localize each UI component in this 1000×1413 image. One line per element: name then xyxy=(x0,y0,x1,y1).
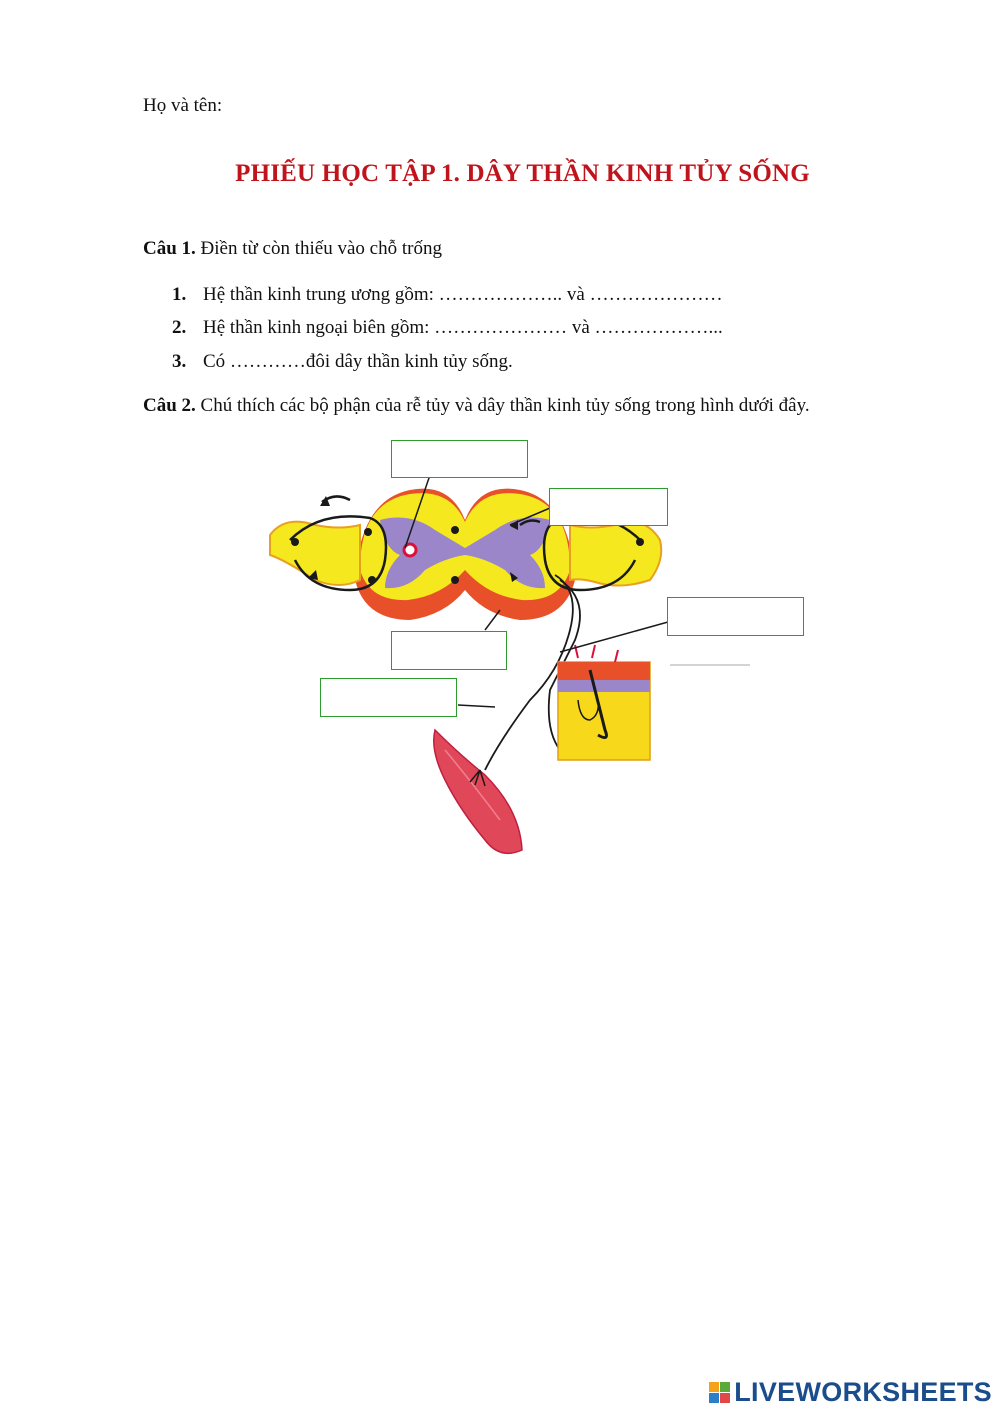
neuron-dot xyxy=(451,526,459,534)
spinal-cord-illustration xyxy=(260,430,760,870)
question-2-text: Chú thích các bộ phận của rễ tủy và dây thần kinh tủy sống trong hình dưới đây. xyxy=(195,395,810,416)
pointer-line xyxy=(485,610,500,630)
item-number: 2. xyxy=(172,317,187,338)
neuron-dot xyxy=(451,576,459,584)
answer-box-left-bottom[interactable] xyxy=(320,678,457,717)
pointer-line xyxy=(458,705,495,707)
skin-layer xyxy=(558,680,650,692)
item-text: Hệ thần kinh trung ương gồm: ……………….. và ………………… xyxy=(203,284,723,305)
item-text: Có …………đôi dây thần kinh tủy sống. xyxy=(203,351,513,372)
question-1-item-2 xyxy=(172,317,723,339)
page-title: PHIẾU HỌC TẬP 1. DÂY THẦN KINH TỦY SỐNG xyxy=(235,160,810,187)
skin-epidermis xyxy=(558,662,650,680)
neuron-dot xyxy=(291,538,299,546)
question-2 xyxy=(143,395,810,417)
question-1-text: Điền từ còn thiếu vào chỗ trống xyxy=(195,238,442,259)
logo-mark-icon xyxy=(709,1382,730,1403)
right-root xyxy=(570,522,661,585)
answer-box-right-middle[interactable] xyxy=(667,597,804,636)
liveworksheets-logo xyxy=(709,1377,992,1407)
item-number: 3. xyxy=(172,351,187,372)
item-number: 1. xyxy=(172,284,187,305)
logo-text: LIVEWORKSHEETS xyxy=(734,1376,992,1407)
skin-hairs xyxy=(575,645,618,662)
question-1-item-3 xyxy=(172,351,513,373)
answer-box-right-top[interactable] xyxy=(549,488,668,526)
name-label: Họ và tên: xyxy=(143,95,223,116)
question-1-item-1 xyxy=(172,284,723,306)
neuron-dot xyxy=(364,528,372,536)
neuron-dot xyxy=(636,538,644,546)
neuron-dot xyxy=(368,576,376,584)
answer-box-left-middle[interactable] xyxy=(391,631,507,670)
question-1 xyxy=(143,238,442,260)
question-2-label: Câu 2. xyxy=(143,395,196,416)
answer-box-top[interactable] xyxy=(391,440,528,478)
question-1-label: Câu 1. xyxy=(143,238,196,259)
item-text: Hệ thần kinh ngoại biên gồm: ………………… và ………………... xyxy=(203,317,723,338)
